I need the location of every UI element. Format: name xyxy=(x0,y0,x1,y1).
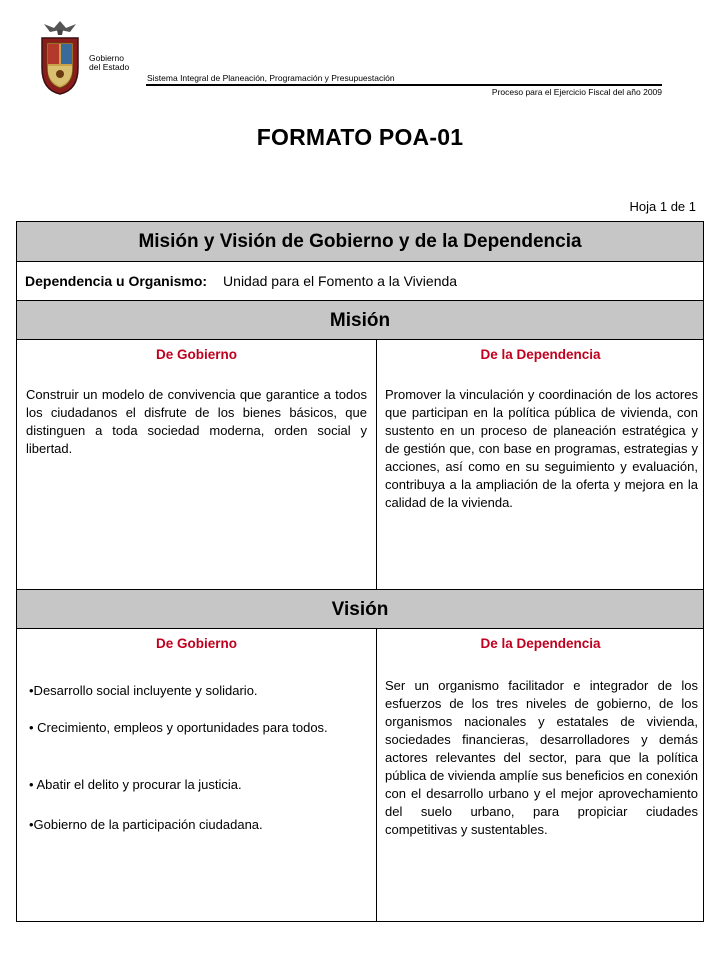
mision-column-divider xyxy=(376,340,377,589)
vision-item-4: •Gobierno de la participación ciudadana. xyxy=(29,817,263,832)
header-divider xyxy=(146,84,662,86)
table-title: Misión y Visión de Gobierno y de la Dependencia xyxy=(17,222,703,262)
vision-dependencia-text: Ser un organismo facilitador e integrador de los esfuerzos de los tres niveles de gobierno, de los organismos nacionales y estatales de vivienda, sociedades financieras, desarrolladores y demás actores relevantes del sector, para que la política pública de vivienda amplíe sus beneficios en conexión con el desarrollo urbano y el mejor aprovechamiento del suelo urbano, para propiciar ciudades competitivas y sustentables. xyxy=(385,678,698,837)
vision-item-1: •Desarrollo social incluyente y solidario. xyxy=(29,683,258,698)
vision-item-3: • Abatir el delito y procurar la justicia. xyxy=(29,777,242,792)
dependency-row xyxy=(17,262,703,301)
mision-col-dependencia: De la Dependencia xyxy=(480,347,601,362)
mission-vision-table xyxy=(16,221,704,922)
dependency-value: Unidad para el Fomento a la Vivienda xyxy=(223,273,458,289)
process-year: Proceso para el Ejercicio Fiscal del año 2009 xyxy=(491,87,662,97)
page-title: FORMATO POA-01 xyxy=(256,124,464,150)
mision-header: Misión xyxy=(17,301,703,340)
mision-col-gobierno: De Gobierno xyxy=(155,347,237,362)
sheet-number: Hoja 1 de 1 xyxy=(629,199,696,214)
vision-header: Visión xyxy=(17,589,703,629)
vision-item-2: • Crecimiento, empleos y oportunidades para todos. xyxy=(29,720,328,735)
vision-col-dependencia: De la Dependencia xyxy=(480,636,601,651)
system-name: Sistema Integral de Planeación, Programación y Presupuestación xyxy=(147,73,395,83)
mision-gobierno-text: Construir un modelo de convivencia que garantice a todos los ciudadanos el disfrute de los bienes básicos, que distinguen a toda sociedad moderna, orden social y libertad. xyxy=(26,387,367,456)
vision-col-gobierno: De Gobierno xyxy=(155,636,237,651)
vision-column-divider xyxy=(376,629,377,922)
government-label-line2: del Estado xyxy=(89,62,130,72)
government-label-line1: Gobierno xyxy=(89,53,124,63)
mision-dependencia-text: Promover la vinculación y coordinación de los actores que participan en la política pública de vivienda, con sustento en un proceso de planeación estratégica y de gestión que, con base en programas, estrategias y acciones, así como en su seguimiento y evaluación, contribuya a la ampliación de la oferta y mejora en la calidad de la vivienda. xyxy=(385,387,698,510)
dependency-label: Dependencia u Organismo: xyxy=(25,273,208,289)
state-seal-icon xyxy=(38,18,82,96)
